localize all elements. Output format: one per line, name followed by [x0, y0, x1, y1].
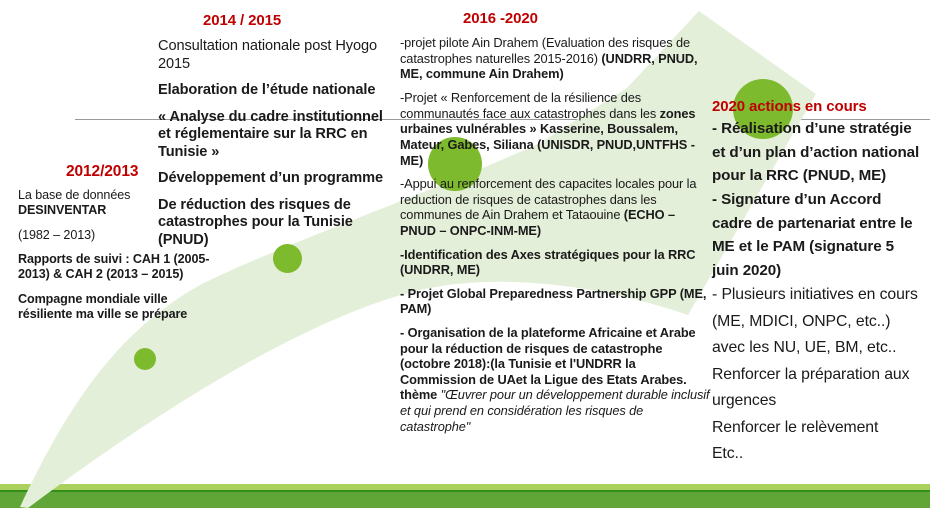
- timeline-item-text: (UNDRR, PNUD, ME, commune Ain Drahem): [400, 50, 698, 82]
- timeline-item-text: « Analyse du cadre institutionnel et réglementaire sur la RRC en Tunisie »: [158, 108, 383, 160]
- milestone-dot-2012: [134, 348, 156, 370]
- column-title-2014-2015: 2014 / 2015: [203, 12, 282, 29]
- timeline-item-text: - Projet Global Preparedness Partnership GPP (ME, PAM): [400, 285, 707, 317]
- timeline-item-text: (1982 – 2013): [18, 227, 96, 242]
- timeline-item: [400, 35, 712, 82]
- timeline-item: [400, 90, 712, 168]
- timeline-item: [158, 109, 390, 162]
- timeline-item-text: Compagne mondiale ville résiliente ma ville se prépare: [18, 291, 188, 321]
- timeline-item-text: - Organisation de la plateforme Africaine et Arabe pour la réduction de risques de catastrophe (octobre 2018):(la Tunisie et l'UNDRR la Commission de UAet la Ligue des Etats Arabes. thème: [400, 325, 696, 403]
- timeline-column-2020: [712, 98, 924, 468]
- timeline-item: [400, 286, 712, 317]
- timeline-item-text: - Réalisation d’une stratégie et d’un plan d’action national pour la RRC (PNUD, ME): [712, 120, 920, 185]
- timeline-item: [712, 415, 924, 442]
- timeline-item-text: zones urbaines vulnérables » Kasserine, Boussalem, Mateur, Gabes, Siliana (UNISDR, PNUD,UNTFHS - ME): [400, 105, 696, 168]
- timeline-item-text: Etc..: [712, 445, 744, 463]
- timeline-column-2014-2015: [158, 12, 390, 258]
- timeline-column-2016-2020: [400, 10, 712, 442]
- timeline-item: [158, 82, 390, 100]
- timeline-item-text: DESINVENTAR: [18, 203, 107, 218]
- column-title-2016-2020: 2016 -2020: [463, 10, 538, 27]
- timeline-item: [712, 362, 924, 415]
- timeline-item-text: "Œuvrer pour un développement durable inclusif et qui prend en considération les risques de catastrophe": [400, 387, 710, 434]
- timeline-item-text: De réduction des risques de catastrophes pour la Tunisie (PNUD): [158, 196, 353, 248]
- column-title-2012-2013: 2012/2013: [66, 163, 139, 180]
- timeline-item-text: (ECHO – PNUD – ONPC-INM-ME): [400, 207, 676, 238]
- column-title-2020: 2020 actions en cours: [712, 98, 867, 115]
- timeline-item-text: -Appui au renforcement des capacites locales pour la reduction de risques de catastrophes dans les communes de Ain Drahem et Tataouine: [400, 176, 697, 223]
- timeline-item-text: -projet pilote Ain Drahem (Evaluation des risques de catastrophes naturelles 2015-2016): [400, 35, 690, 66]
- timeline-item: [712, 441, 924, 468]
- timeline-item: [158, 197, 390, 250]
- timeline-item: [400, 325, 712, 434]
- timeline-item-text: -Projet « Renforcement de la résilience des communautés face aux catastrophes dans les: [400, 90, 660, 121]
- timeline-item-text: Renforcer la préparation aux urgences: [712, 365, 910, 410]
- timeline-item: [158, 38, 390, 73]
- timeline-item-text: Renforcer le relèvement: [712, 418, 879, 436]
- timeline-item: [400, 247, 712, 278]
- timeline-item-text: Développement d’un programme: [158, 170, 384, 187]
- timeline-item: [712, 117, 924, 188]
- timeline-item: [158, 170, 390, 188]
- timeline-item-text: Consultation nationale post Hyogo 2015: [158, 38, 377, 72]
- timeline-item: [712, 188, 924, 282]
- timeline-item-text: - Plusieurs initiatives en cours (ME, MDICI, ONPC, etc..) avec les NU, UE, BM, etc..: [712, 286, 918, 357]
- timeline-item-text: - Signature d’un Accord cadre de partenariat entre le ME et le PAM (signature 5 juin 2020): [712, 190, 913, 279]
- timeline-item: [400, 176, 712, 238]
- timeline-item-text: La base de données: [18, 187, 131, 202]
- timeline-item-text: -Identification des Axes stratégiques pour la RRC (UNDRR, ME): [400, 246, 696, 278]
- timeline-item: [18, 292, 216, 323]
- timeline-item: [712, 282, 924, 362]
- timeline-item-text: Elaboration de l’étude nationale: [158, 82, 376, 99]
- timeline-item-text: Rapports de suivi : CAH 1 (2005-2013) & CAH 2 (2013 – 2015): [18, 251, 210, 282]
